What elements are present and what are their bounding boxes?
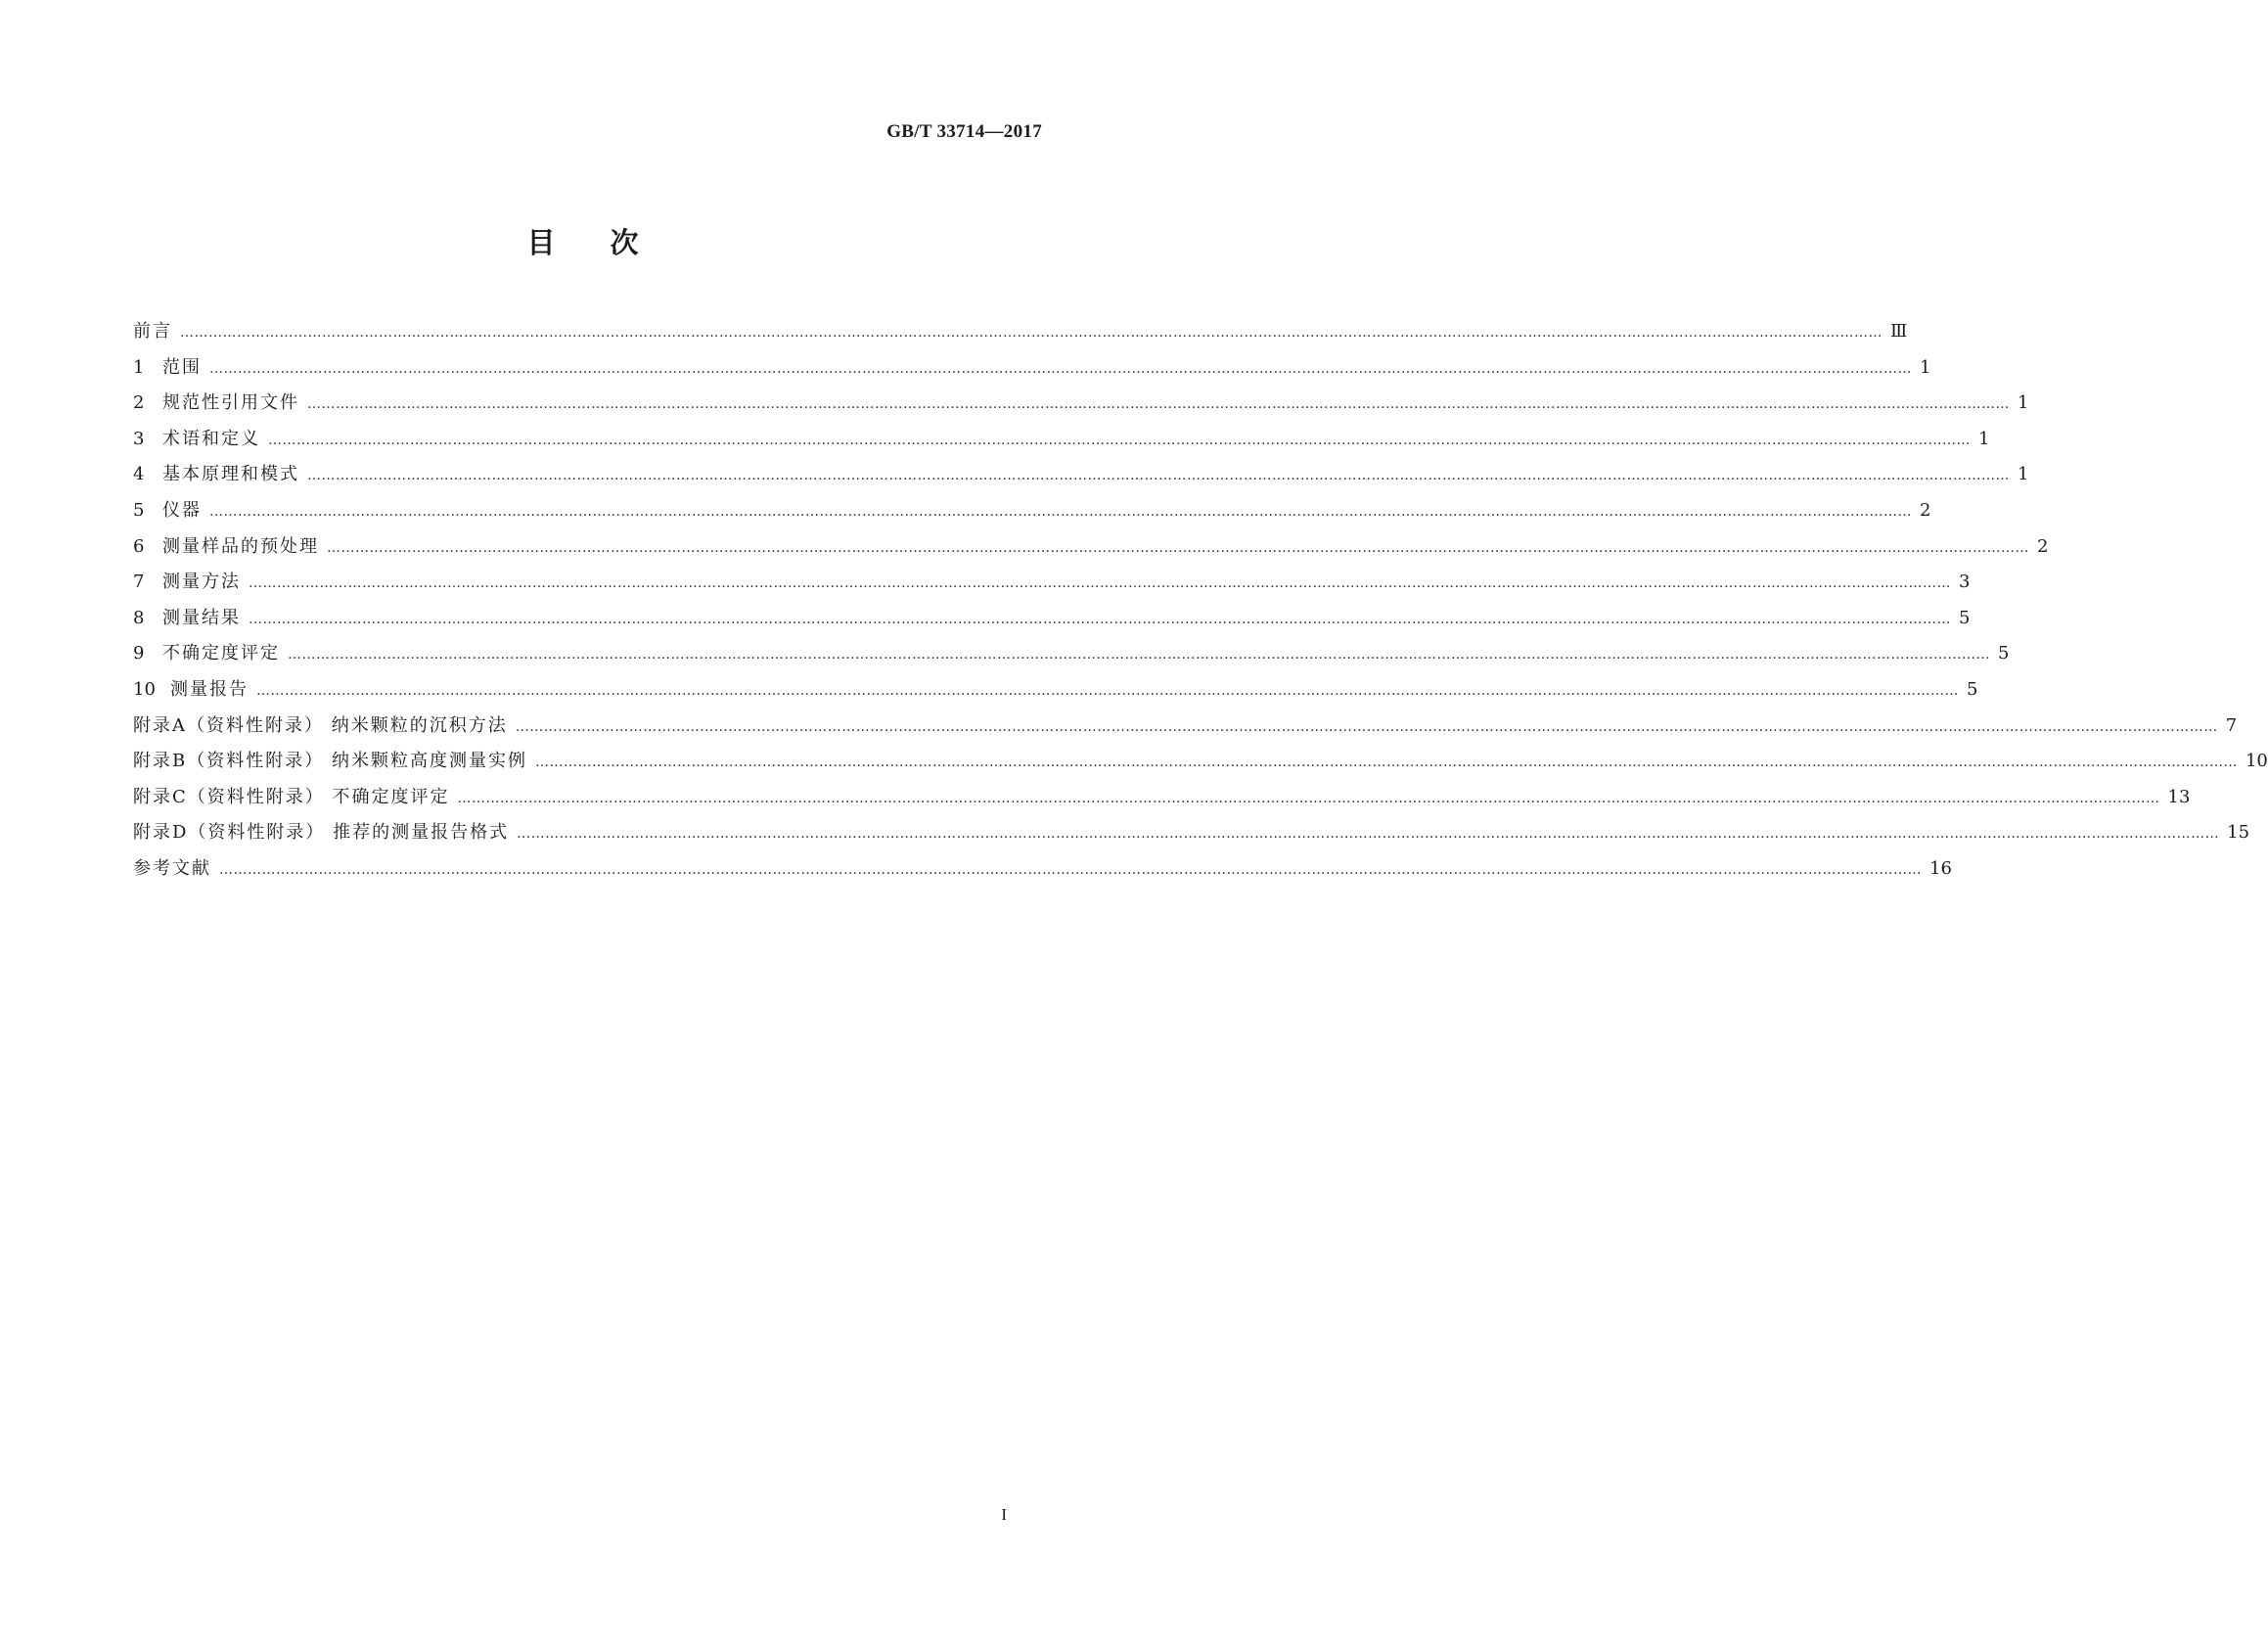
toc-entry-label: 测量报告 [170,678,249,700]
toc-dot-leader: ……………………………………………………………………………………………………………………………………………………………………………………………………………………………………………………………………………………………………………………………… [180,325,1882,341]
toc-entry-page: 1 [2018,464,2029,485]
toc-entry-label: 不确定度评定 [162,643,280,664]
toc-entry[interactable] [133,747,2268,783]
toc-entry-number: 5 [133,499,145,521]
toc-entry-label: 附录C（资料性附录） 不确定度评定 [133,786,450,807]
toc-entry-page: 1 [1978,428,1990,449]
toc-entry[interactable] [133,854,1952,891]
toc-entry-number: 2 [133,392,145,414]
toc-entry-page: 7 [2225,714,2238,736]
toc-entry-label: 参考文献 [133,857,211,879]
table-of-contents [133,317,2268,891]
toc-entry-page: 1 [2018,392,2029,414]
toc-entry-label: 仪器 [162,499,202,521]
toc-entry-label: 附录D（资料性附录） 推荐的测量报告格式 [133,822,510,844]
page-number: I [1001,1505,1007,1524]
toc-entry-number: 3 [133,428,145,449]
toc-entry-number: 10 [133,678,156,700]
toc-entry-label: 术语和定义 [162,428,260,449]
toc-entry-label: 基本原理和模式 [162,464,299,485]
toc-entry-label: 规范性引用文件 [162,392,299,414]
toc-entry-page: 1 [1920,356,1931,378]
toc-entry-label: 附录A（资料性附录） 纳米颗粒的沉积方法 [133,714,508,736]
toc-entry[interactable] [133,568,1971,604]
toc-entry-page: 16 [1929,857,1952,879]
toc-entry[interactable] [133,496,1931,532]
toc-dot-leader: ……………………………………………………………………………………………………………………………………………………………………………………………………………………………………………………………………………………………………………………………… [515,718,2218,735]
toc-entry-number: 4 [133,464,145,485]
toc-entry[interactable] [133,425,1990,461]
toc-dot-leader: ……………………………………………………………………………………………………………………………………………………………………………………………………………………………………………………………………………………………………………………………… [256,682,1959,699]
toc-entry[interactable] [133,783,2191,819]
toc-entry-label: 附录B（资料性附录） 纳米颗粒高度测量实例 [133,751,527,772]
toc-entry-page: 5 [1967,678,1978,700]
toc-entry[interactable] [133,317,1908,353]
toc-entry[interactable] [133,639,2010,675]
toc-entry-page: 5 [1959,607,1971,628]
toc-entry-page: 15 [2227,822,2250,844]
toc-entry-label: 前言 [133,321,172,342]
standard-code: GB/T 33714—2017 [886,121,1042,142]
toc-entry-page: Ⅲ [1890,321,1908,342]
toc-dot-leader: ……………………………………………………………………………………………………………………………………………………………………………………………………………………………………………………………………………………………………………………………… [327,539,2029,556]
toc-entry[interactable] [133,460,2029,496]
toc-entry[interactable] [133,389,2029,425]
toc-dot-leader: ……………………………………………………………………………………………………………………………………………………………………………………………………………………………………………………………………………………………………………………………… [249,575,1951,592]
toc-dot-leader: ……………………………………………………………………………………………………………………………………………………………………………………………………………………………………………………………………………………………………………………………… [288,647,1990,664]
toc-entry[interactable] [133,675,1978,711]
toc-entry-page: 2 [1920,499,1931,521]
toc-entry-number: 8 [133,607,145,628]
toc-entry-label: 测量样品的预处理 [162,535,319,557]
toc-entry-number: 6 [133,535,145,557]
toc-entry-number: 7 [133,572,145,593]
toc-entry-label: 测量方法 [162,572,241,593]
toc-dot-leader: ……………………………………………………………………………………………………………………………………………………………………………………………………………………………………………………………………………………………………………………………… [534,755,2238,771]
toc-entry-page: 2 [2037,535,2049,557]
toc-entry-page: 5 [1998,643,2010,664]
toc-dot-leader: ……………………………………………………………………………………………………………………………………………………………………………………………………………………………………………………………………………………………………………………………… [209,503,1912,520]
toc-entry-page: 10 [2245,751,2268,772]
toc-dot-leader: ……………………………………………………………………………………………………………………………………………………………………………………………………………………………………………………………………………………………………………………………… [219,861,1922,878]
toc-entry-number: 1 [133,356,145,378]
toc-dot-leader: ……………………………………………………………………………………………………………………………………………………………………………………………………………………………………………………………………………………………………………………………… [209,360,1912,377]
toc-entry[interactable] [133,532,2049,569]
toc-entry[interactable] [133,818,2250,854]
toc-entry-page: 13 [2167,786,2191,807]
toc-entry[interactable] [133,711,2238,748]
toc-entry-number: 9 [133,643,145,664]
toc-dot-leader: ……………………………………………………………………………………………………………………………………………………………………………………………………………………………………………………………………………………………………………………………… [307,468,2010,484]
toc-entry-label: 范围 [162,356,202,378]
toc-dot-leader: ……………………………………………………………………………………………………………………………………………………………………………………………………………………………………………………………………………………………………………………………… [457,790,2160,806]
toc-dot-leader: ……………………………………………………………………………………………………………………………………………………………………………………………………………………………………………………………………………………………………………………………… [268,432,1971,448]
toc-dot-leader: ……………………………………………………………………………………………………………………………………………………………………………………………………………………………………………………………………………………………………………………………… [307,396,2010,413]
toc-entry-page: 3 [1959,572,1971,593]
toc-dot-leader: ……………………………………………………………………………………………………………………………………………………………………………………………………………………………………………………………………………………………………………………………… [249,611,1951,627]
page-title: 目次 [526,226,694,259]
toc-dot-leader: ……………………………………………………………………………………………………………………………………………………………………………………………………………………………………………………………………………………………………………………………… [517,826,2220,843]
toc-entry[interactable] [133,353,1931,389]
toc-entry-label: 测量结果 [162,607,241,628]
toc-entry[interactable] [133,604,1971,640]
